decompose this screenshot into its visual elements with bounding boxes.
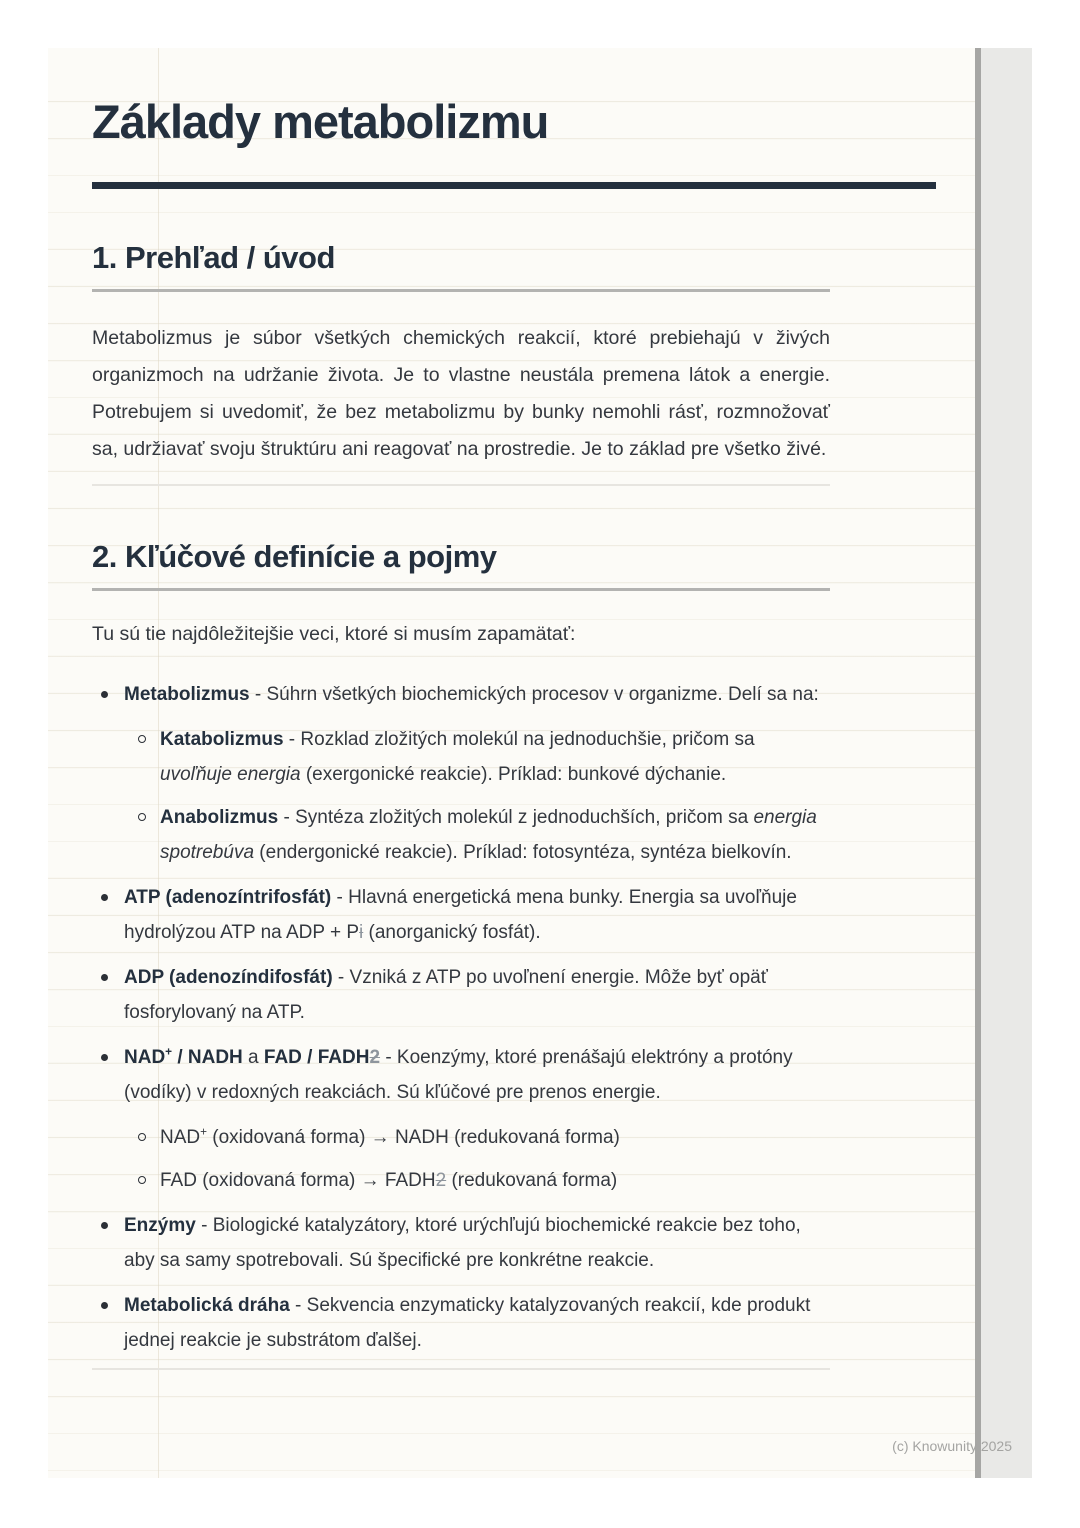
list-item-text: ATP (adenozíntrifosfát) - Hlavná energetická mena bunky. Energia sa uvoľňuje hydrolýzou ATP na ADP + Pi (anorganický fosfát). [124,887,797,943]
title-rule [92,182,936,189]
list-item-text: Metabolizmus - Súhrn všetkých biochemických procesov v organizme. Delí sa na: [124,684,819,705]
definitions-intro: Tu sú tie najdôležitejšie veci, ktoré si musím zapamätať: [92,623,576,645]
list-item-text: Katabolizmus - Rozklad zložitých molekúl na jednoduchšie, pričom sa uvoľňuje energia (exergonické reakcie). Príklad: bunkové dýchanie. [160,729,755,785]
bullet-icon [138,813,146,821]
list-item [92,880,830,950]
definitions-list [92,677,830,1358]
list-item [92,800,830,870]
list-item-text: Anabolizmus - Syntéza zložitých molekúl z jednoduchších, pričom sa energia spotrebúva (endergonické reakcie). Príklad: fotosyntéza, syntéza bielkovín. [160,807,817,863]
section-heading-definitions: 2. Kľúčové definície a pojmy [92,538,830,591]
list-item-text: ADP (adenozíndifosfát) - Vzniká z ATP po uvoľnení energie. Môže byť opäť fosforylovaný na ATP. [124,967,768,1023]
bullet-icon [101,894,108,901]
list-item [92,677,830,712]
list-item [92,1120,830,1155]
footer-credit: (c) Knowunity 2025 [892,1438,1012,1454]
list-item-text: Metabolická dráha - Sekvencia enzymaticky katalyzovaných reakcií, kde produkt jednej reakcie je substrátom ďalšej. [124,1295,811,1351]
list-item-text: Enzýmy - Biologické katalyzátory, ktoré urýchľujú biochemické reakcie bez toho, aby sa samy spotrebovali. Sú špecifické pre konkrétne reakcie. [124,1215,801,1271]
list-item [92,1288,830,1358]
bullet-icon [138,735,146,743]
bullet-icon [138,1133,146,1141]
bullet-icon [101,1222,108,1229]
page-title: Základy metabolizmu [92,95,549,148]
bottom-divider [92,1368,830,1370]
intro-paragraph: Metabolizmus je súbor všetkých chemických reakcií, ktoré prebiehajú v živých organizmoch na udržanie života. Je to vlastne neustála premena látok a energie. Potrebujem si uvedomiť, že bez metabolizmu by bunky nemohli rásť, rozmnožovať sa, udržiavať svoju štruktúru ani reagovať na prostredie. Je to základ pre všetko živé. [92,327,830,460]
list-item-text: NAD+ (oxidovaná forma) → NADH (redukovaná forma) [160,1125,620,1148]
page-content [92,48,830,1370]
list-item-text: NAD+ / NADH a FAD / FADH2 - Koenzýmy, ktoré prenášajú elektróny a protóny (vodíky) v redoxných reakciách. Sú kľúčové pre prenos energie. [124,1045,793,1103]
list-item [92,1163,830,1198]
list-item [92,1040,830,1110]
list-item [92,722,830,792]
section-divider [92,484,830,486]
document-page [48,48,975,1478]
bullet-icon [101,691,108,698]
list-item-text: FAD (oxidovaná forma) → FADH2 (redukovaná forma) [160,1170,618,1191]
bullet-icon [101,1054,108,1061]
bullet-icon [138,1176,146,1184]
bullet-icon [101,1302,108,1309]
page-edge-band [975,48,1032,1478]
bullet-icon [101,974,108,981]
section-heading-overview: 1. Prehľad / úvod [92,239,830,292]
list-item [92,960,830,1030]
list-item [92,1208,830,1278]
